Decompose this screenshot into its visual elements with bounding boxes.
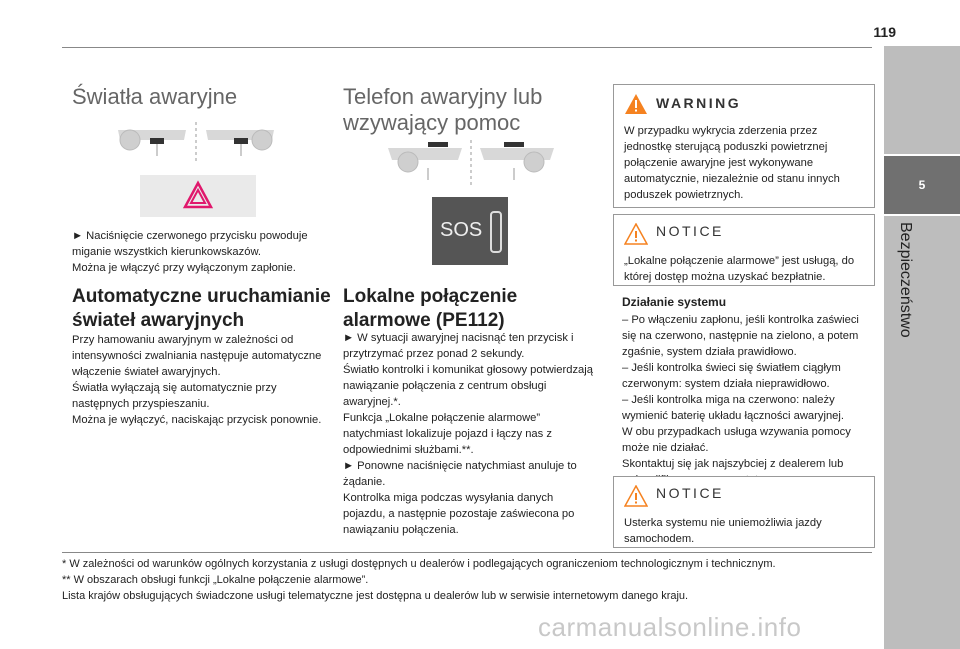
sos-cancel-text: ► Ponowne naciśnięcie natychmiast anuluje to żądanie. (343, 460, 577, 488)
footer-divider (62, 552, 872, 553)
system-ok-text: – Po włączeniu zapłonu, jeśli kontrolka zaświeci się na czerwono, następnie na zielono, a potem zgaśnie, system działa prawidłowo. (622, 314, 859, 358)
hazard-location-diagram (116, 122, 276, 162)
hazard-triangle-icon (140, 175, 256, 217)
notice-text-2: Usterka systemu nie uniemożliwia jazdy samochodem. (624, 517, 822, 545)
notice-box-2 (613, 476, 875, 548)
sos-location-diagram (386, 140, 556, 186)
hazard-lights-title: Światła awaryjne (72, 84, 238, 109)
notice-heading-2: NOTICE (656, 485, 724, 501)
sos-indicator (490, 211, 502, 253)
warning-heading: WARNING (656, 95, 742, 111)
sos-indicator-text: Kontrolka miga podczas wysyłania danych pojazdu, a następnie pozostaje zaświecona po nawiązaniu połączenia. (343, 492, 575, 536)
service-warning-text: W obu przypadkach usługa wzywania pomocy może nie działać. (622, 426, 851, 454)
chapter-number-tab[interactable]: 5 (884, 156, 960, 214)
col2-body (343, 330, 595, 538)
chapter-title: Bezpieczeństwo (897, 222, 914, 338)
hazard-instruction: ► Naciśnięcie czerwonego przycisku powoduje miganie wszystkich kierunkowskazów. (72, 230, 308, 258)
col1-intro (72, 228, 324, 276)
footnote-1: * W zależności od warunków ogólnych korzystania z usługi dostępnych u dealerów i podlegających ograniczeniom technologicznym i technicznym. (62, 558, 776, 570)
footnotes (62, 556, 862, 604)
sos-button-panel (432, 197, 508, 265)
footnote-2: ** W obszarach obsługi funkcji „Lokalne połączenie alarmowe”. (62, 574, 369, 586)
top-divider (62, 47, 872, 48)
warning-text: W przypadku wykrycia zderzenia przez jednostkę sterującą poduszki powietrznej połączenie awaryjne jest wykonywane automatycznie, niezależnie od stanu innych poduszek powietrznych. (624, 125, 840, 201)
page-number: 119 (873, 24, 896, 40)
auto-hazard-subtitle: Automatyczne uruchamianie świateł awaryjnych (72, 286, 331, 331)
hazard-manual-off-text: Można je wyłączyć, naciskając przycisk ponownie. (72, 414, 322, 426)
sos-confirm-text: Światło kontrolki i komunikat głosowy potwierdzają nawiązanie połączenia z centrum obsługi awaryjnej.*. (343, 364, 593, 408)
emergency-call-title: Telefon awaryjny lub wzywający pomoc (343, 84, 543, 135)
system-fault-text: – Jeśli kontrolka świeci się światłem ciągłym czerwonym: system działa nieprawidłowo. (622, 362, 841, 390)
warning-box (613, 84, 875, 208)
hazard-button-image (140, 175, 256, 217)
col1-body (72, 332, 324, 428)
warning-triangle-icon (624, 93, 648, 115)
notice-box-1 (613, 214, 875, 286)
hazard-note: Można je włączyć przy wyłączonym zapłonie. (72, 262, 296, 274)
sos-press-text: ► W sytuacji awaryjnej nacisnąć ten przycisk i przytrzymać przez ponad 2 sekundy. (343, 332, 574, 360)
footnote-3: Lista krajów obsługujących świadczone usługi telematyczne jest dostępna u dealerów lub w serwisie internetowym danego kraju. (62, 590, 689, 602)
auto-hazard-off-text: Światła wyłączają się automatycznie przy następnych przyspieszaniu. (72, 382, 277, 410)
col3-body (622, 312, 874, 488)
system-operation-subtitle: Działanie systemu (622, 295, 727, 309)
sos-label: SOS (440, 219, 483, 241)
dealer-contact-text: Skontaktuj się jak najszybciej z dealerem lub (622, 458, 844, 470)
battery-text: – Jeśli kontrolka miga na czerwono: należy wymienić baterię układu łączności awaryjnej. (622, 394, 844, 422)
sos-function-text: Funkcja „Lokalne połączenie alarmowe” natychmiast lokalizuje pojazd i łączy nas z odpowiednimi służbami.**. (343, 412, 552, 456)
auto-hazard-text: Przy hamowaniu awaryjnym w zależności od intensywności zwalniania następuje automatyczne włączenie świateł awaryjnych. (72, 334, 322, 378)
notice-text-1: „Lokalne połączenie alarmowe” jest usługą, do której dostęp można uzyskać bezpłatnie. (624, 255, 855, 283)
notice-triangle-icon (624, 485, 648, 507)
notice-triangle-icon (624, 223, 648, 245)
side-tab-top (884, 46, 960, 154)
notice-heading-1: NOTICE (656, 223, 724, 239)
pe112-subtitle: Lokalne połączenie alarmowe (PE112) (343, 286, 518, 331)
watermark: carmanualsonline.info (538, 612, 802, 642)
